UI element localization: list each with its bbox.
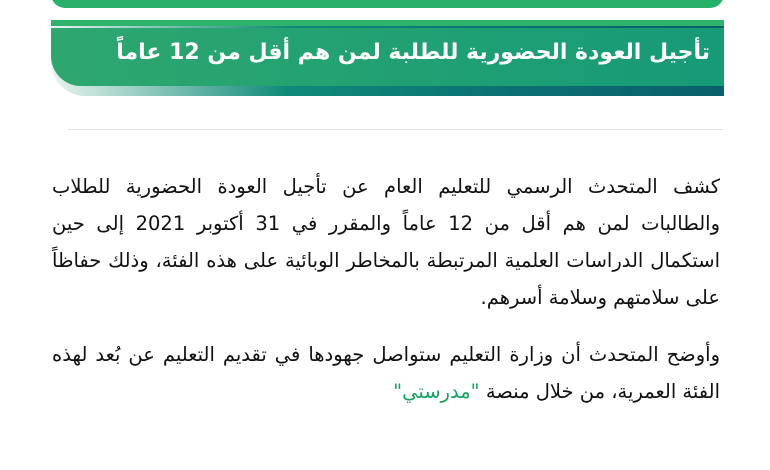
paragraph-1: كشف المتحدث الرسمي للتعليم العام عن تأجيل العودة الحضورية للطلاب والطالبات لمن هم أقل من 12 عاماً والمقرر في 31 أكتوبر 2021 إلى حين استكمال الدراسات العلمية المرتبطة بالمخاطر الوبائية على هذه الفئة، وذلك حفاظاً على سلامتهم وسلامة أسرهم.: [52, 175, 720, 309]
platform-name-madrasati: "مدرستي": [393, 380, 480, 403]
headline-box: [51, 28, 724, 86]
paragraph-2: [52, 336, 720, 410]
headline-banner: [51, 20, 724, 96]
paragraph-2-text: وأوضح المتحدث أن وزارة التعليم ستواصل جهودها في تقديم التعليم عن بُعد لهذه الفئة العمرية، من خلال منصة: [52, 343, 720, 403]
section-divider: [68, 129, 723, 130]
paragraph-gap: [52, 316, 720, 336]
top-accent-bar: [51, 0, 724, 8]
headline-title: تأجيل العودة الحضورية للطلبة لمن هم أقل من 12 عاماً: [116, 40, 710, 65]
banner-accent-line: [51, 20, 724, 26]
article-body: [52, 168, 720, 410]
